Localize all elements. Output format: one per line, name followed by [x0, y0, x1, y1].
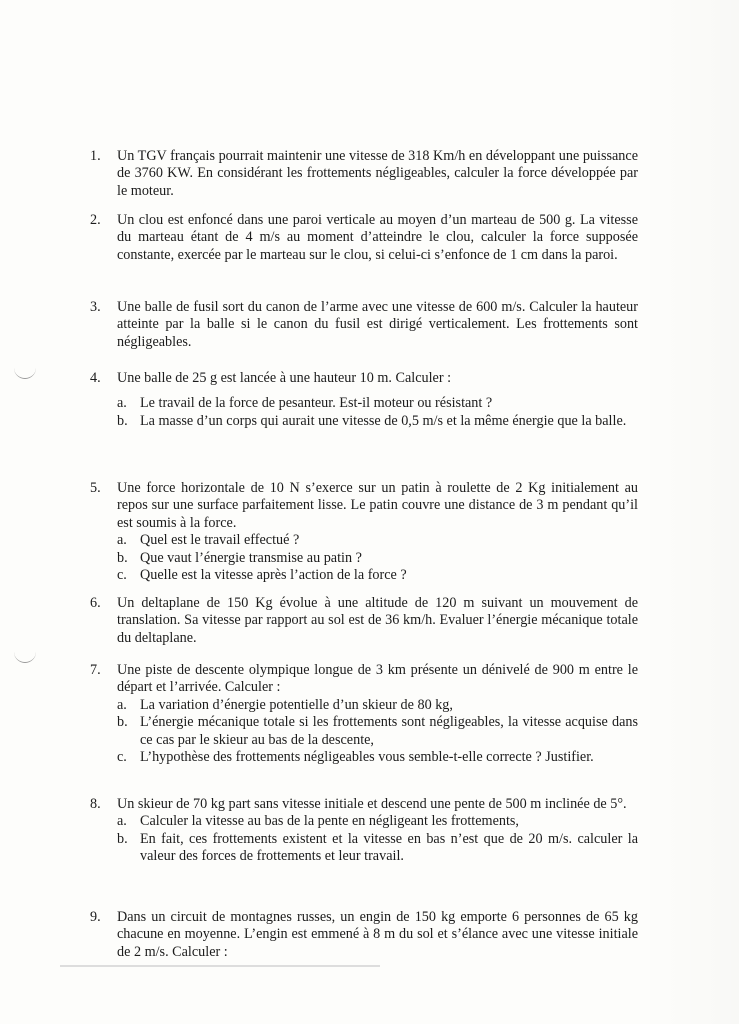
- exercise-3: [90, 299, 638, 351]
- sub-question: [117, 395, 638, 412]
- sub-question-letter: b.: [117, 412, 128, 429]
- sub-question-letter: c.: [117, 567, 127, 584]
- sub-question-text: Que vaut l’énergie transmise au patin ?: [140, 549, 362, 566]
- exercise-number: 6.: [90, 595, 101, 611]
- sub-question-text: Calculer la vitesse au bas de la pente en négligeant les frottements,: [140, 813, 519, 830]
- punch-hole-mark: [14, 366, 36, 379]
- sub-question: [117, 714, 638, 749]
- exercise-text: Dans un circuit de montagnes russes, un engin de 150 kg emporte 6 personnes de 65 kg chacune en moyenne. L’engin est emmené à 8 m du sol et s’élance avec une vitesse initiale de 2 m/s. Calculer :: [117, 909, 638, 960]
- sub-question-letter: b.: [117, 549, 128, 566]
- exercise-text: Un clou est enfoncé dans une paroi verticale au moyen d’un marteau de 500 g. La vitesse du marteau étant de 4 m/s au moment d’atteindre le clou, calculer la force supposée constante, exercée par le marteau sur le clou, si celui-ci s’enfonce de 1 cm dans la paroi.: [117, 212, 638, 263]
- sub-question-letter: b.: [117, 714, 128, 731]
- exercise-number: 3.: [90, 299, 101, 315]
- sub-question: [117, 696, 638, 714]
- sub-question-text: Quel est le travail effectué ?: [140, 532, 300, 549]
- scan-artifact-line: [60, 965, 380, 967]
- exercise-number: 4.: [90, 370, 101, 386]
- sub-question-text: Le travail de la force de pesanteur. Est-il moteur ou résistant ?: [140, 395, 493, 412]
- sub-question-text: La variation d’énergie potentielle d’un skieur de 80 kg,: [140, 696, 453, 713]
- exercise-text: Une force horizontale de 10 N s’exerce sur un patin à roulette de 2 Kg initialement au repos sur une surface parfaitement lisse. Le patin couvre une distance de 3 m pendant qu’il est soumis à la force.: [117, 480, 638, 531]
- sub-question-letter: c.: [117, 749, 127, 766]
- exercise-5: [90, 480, 638, 584]
- exercise-4: [90, 370, 638, 430]
- sub-question-letter: a.: [117, 395, 127, 412]
- exercise-number: 5.: [90, 480, 101, 496]
- exercise-text: Un TGV français pourrait maintenir une vitesse de 318 Km/h en développant une puissance de 3760 KW. En considérant les frottements négligeables, calculer la force développée par le moteur.: [117, 148, 638, 199]
- sub-question-text: En fait, ces frottements existent et la vitesse en bas n’est que de 20 m/s. calculer la valeur des forces de frottements et leur travail.: [140, 830, 638, 865]
- sub-question-text: L’énergie mécanique totale si les frottements sont négligeables, la vitesse acquise dans ce cas par le skieur au bas de la descente,: [140, 714, 638, 748]
- sub-question-text: L’hypothèse des frottements négligeables vous semble-t-elle correcte ? Justifier.: [140, 749, 594, 766]
- sub-question: [117, 412, 638, 430]
- exercise-8: [90, 796, 638, 866]
- sub-question-text: Quelle est la vitesse après l’action de la force ?: [140, 567, 407, 584]
- exercise-9: [90, 909, 638, 961]
- exercise-text: Une piste de descente olympique longue de 3 km présente un dénivelé de 900 m entre le départ et l’arrivée. Calculer :: [117, 662, 638, 696]
- exercise-6: [90, 595, 638, 647]
- exercise-text: Un skieur de 70 kg part sans vitesse initiale et descend une pente de 500 m inclinée de 5°.: [117, 796, 627, 812]
- sub-question-letter: a.: [117, 813, 127, 830]
- sub-question: [117, 532, 638, 549]
- sub-question-letter: a.: [117, 696, 127, 713]
- exercise-text: Une balle de fusil sort du canon de l’arme avec une vitesse de 600 m/s. Calculer la hauteur atteinte par la balle si le canon du fusil est dirigé verticalement. Les frottements sont négligeables.: [117, 299, 638, 350]
- sub-question: [117, 567, 638, 584]
- exercise-text: Un deltaplane de 150 Kg évolue à une altitude de 120 m suivant un mouvement de translation. Sa vitesse par rapport au sol est de 36 km/h. Evaluer l’énergie mécanique totale du deltaplane.: [117, 595, 638, 646]
- sub-question: [117, 549, 638, 567]
- exercise-1: [90, 148, 638, 200]
- exercise-number: 8.: [90, 796, 101, 812]
- exercise-number: 2.: [90, 212, 101, 228]
- exercise-text: Une balle de 25 g est lancée à une hauteur 10 m. Calculer :: [117, 370, 452, 386]
- exercise-number: 7.: [90, 662, 101, 678]
- sub-question: [117, 830, 638, 866]
- exercise-2: [90, 212, 638, 264]
- sub-question: [117, 749, 638, 766]
- exercise-number: 1.: [90, 148, 101, 164]
- sub-question-letter: b.: [117, 830, 128, 847]
- sub-question: [117, 813, 638, 830]
- scan-edge-shadow: [640, 0, 739, 1024]
- exercise-number: 9.: [90, 909, 101, 925]
- sub-question-text: La masse d’un corps qui aurait une vitesse de 0,5 m/s et la même énergie que la balle.: [140, 412, 627, 429]
- exercise-7: [90, 662, 638, 766]
- sub-question-letter: a.: [117, 532, 127, 549]
- punch-hole-mark: [14, 650, 36, 663]
